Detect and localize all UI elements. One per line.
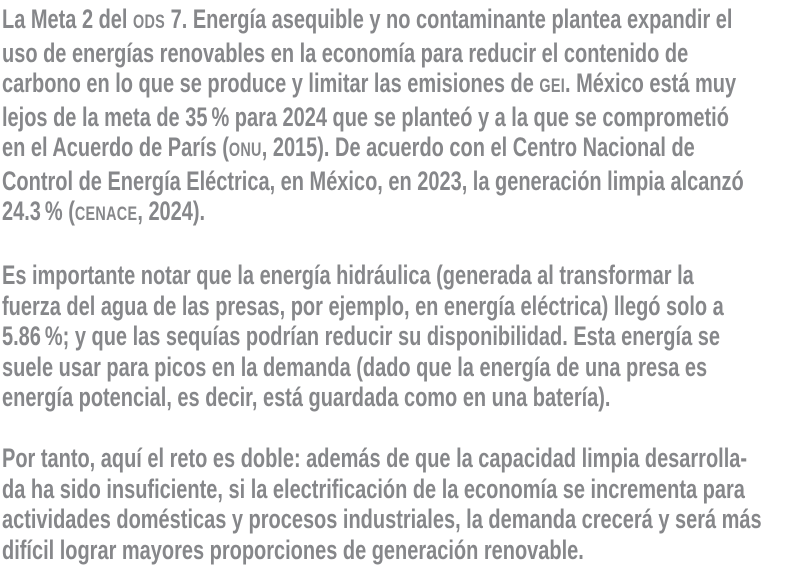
text-line: energía potencial, es decir, está guardada como en una batería). [2,382,798,413]
small-caps-acronym: GEI [539,75,565,97]
document-text [2,4,798,565]
text-line: actividades domésticas y procesos industriales, la demanda crecerá y será más [2,504,798,535]
text-line: lejos de la meta de 35 % para 2024 que se planteó y a la que se comprometió [2,102,798,133]
small-caps-acronym: CENACE [75,203,137,225]
text-line: 24.3 % (CENACE, 2024). [2,196,798,230]
text-line: uso de energías renovables en la economía para reducir el contenido de [2,38,798,69]
text-line: Control de Energía Eléctrica, en México, en 2023, la generación limpia alcanzó [2,166,798,197]
small-caps-acronym: ONU [229,139,262,161]
text-line: La Meta 2 del ODS 7. Energía asequible y no contaminante plantea expandir el [2,4,798,38]
paragraph-1 [2,4,798,230]
text-line: Es importante notar que la energía hidráulica (generada al transformar la [2,260,798,291]
text-line: da ha sido insuficiente, si la electrificación de la economía se incrementa para [2,474,798,505]
text-line: Por tanto, aquí el reto es doble: además de que la capacidad limpia desarrolla- [2,443,798,474]
paragraph-2 [2,260,798,413]
text-line: suele usar para picos en la demanda (dado que la energía de una presa es [2,352,798,383]
text-line: difícil lograr mayores proporciones de generación renovable. [2,535,798,565]
text-line: carbono en lo que se produce y limitar las emisiones de GEI. México está muy [2,68,798,102]
small-caps-acronym: ODS [133,11,165,33]
text-line: 5.86 %; y que las sequías podrían reducir su disponibilidad. Esta energía se [2,321,798,352]
text-line: en el Acuerdo de París (ONU, 2015). De acuerdo con el Centro Nacional de [2,132,798,166]
paragraph-3 [2,443,798,565]
text-line: fuerza del agua de las presas, por ejemplo, en energía eléctrica) llegó solo a [2,291,798,322]
